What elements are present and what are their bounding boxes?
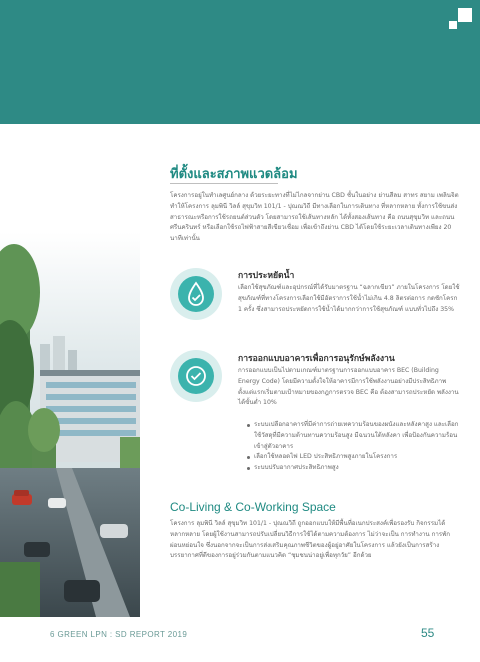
- bullet-text: ระบบปรับอากาศประสิทธิภาพสูง: [254, 464, 339, 472]
- water-saving-title: การประหยัดน้ำ: [238, 271, 295, 281]
- decorative-square-small: [449, 21, 457, 29]
- report-footer: 6 GREEN LPN : SD REPORT 2019: [50, 630, 188, 639]
- list-item: [247, 420, 460, 452]
- bullet-text: เลือกใช้หลอดไฟ LED ประสิทธิภาพสูงภายในโครงการ: [254, 453, 398, 461]
- energy-design-title: การออกแบบอาคารเพื่อการอนุรักษ์พลังงาน: [238, 354, 395, 364]
- page-number: 55: [421, 626, 435, 640]
- location-title: ที่ตั้งและสภาพแวดล้อม: [170, 166, 298, 181]
- coliving-title: Co-Living & Co-Working Space: [170, 500, 336, 514]
- bullet-dot: [247, 456, 250, 459]
- bullet-text: ระบบเปลือกอาคารที่มีค่าการถ่ายเทความร้อนของผนังและหลังคาสูง และเลือกใช้วัสดุที่มีความต้านทานความร้อนสูง มีฉนวนใต้หลังคา เพื่อป้องกันความร้อนเข้าสู่ตัวอาคาร: [254, 421, 459, 450]
- decorative-square: [458, 8, 472, 22]
- location-paragraph: โครงการอยู่ในทำเลศูนย์กลาง ด้วยระยะทางที่ไม่ไกลจากย่าน CBD ชั้นในอย่าง ย่านสีลม สาทร สยาม เพลินจิต ทำให้โครงการ ลุมพินี วิลล์ สุขุมวิท 101/1 - ปุณณวิถี มีทางเลือกในการเดินทาง ที่หลากหลาย ทั้งการใช้ขนส่งสาธารณะหรือการใช้รถยนต์ส่วนตัว โดยสามารถใช้เส้นทางหลัก ได้ทั้งสองเส้นทาง คือ ถนนสุขุมวิท และถนนศรีนครินทร์ หรือเลือกใช้รถไฟฟ้าสายสีเขียวเชื่อม เพื่อเข้าถึงย่าน CBD ได้โดยใช้ระยะเวลาเดินทางเพียง 20 นาทีเท่านั้น: [170, 192, 459, 243]
- energy-check-icon: [170, 350, 222, 402]
- water-drop-check-icon: [170, 268, 222, 320]
- header-band: [0, 0, 480, 124]
- coliving-paragraph: โครงการ ลุมพินี วิลล์ สุขุมวิท 101/1 - ปุณณวิถี ถูกออกแบบให้มีพื้นที่อเนกประสงค์เพื่อรองรับ กิจกรรมได้หลากหลาย โดยผู้ใช้งานสามารถปรับเปลี่ยนวิธีการใช้ได้ตามความต้องการ ไม่ว่าจะเป็น การทำงาน การพักผ่อนหย่อนใจ ซึ่งนอกจากจะเป็นการส่งเสริมคุณภาพชีวิตของผู้อยู่อาศัยในโครงการ แล้วยังเป็นการสร้างบรรยากาศที่ดีของการอยู่ร่วมกันตามแนวคิด “ชุมชนน่าอยู่เพื่อทุกวัย” อีกด้วย: [170, 520, 450, 560]
- list-item: [247, 463, 460, 474]
- list-item: [247, 452, 460, 463]
- water-saving-paragraph: เลือกใช้สุขภัณฑ์และอุปกรณ์ที่ได้รับมาตรฐาน “ฉลากเขียว” ภายในโครงการ โดยใช้สุขภัณฑ์ที่ทางโครงการเลือกใช้มีอัตราการใช้น้ำไม่เกิน 4.8 ลิตรต่อการ กดชักโครก 1 ครั้ง ซึ่งสามารถประหยัดการใช้น้ำได้มากกว่าการใช้สุขภัณฑ์ แบบทั่วไปถึง 35%: [238, 284, 460, 313]
- bullet-dot: [247, 467, 250, 470]
- building-photo: [0, 232, 140, 617]
- title-divider: [170, 183, 278, 184]
- energy-design-paragraph: การออกแบบเป็นไปตามเกณฑ์มาตรฐานการออกแบบอาคาร BEC (Building Energy Code) โดยมีความตั้งใจให้อาคารมีการใช้พลังงานอย่างมีประสิทธิภาพ ตั้งแต่แรกเริ่มตามเป้าหมายของกฎการตรวจ BEC คือ ต้องสามารถประหยัด พลังงานได้ขั้นต่ำ 10%: [238, 367, 459, 407]
- energy-bullet-list: [247, 420, 460, 474]
- bullet-dot: [247, 424, 250, 427]
